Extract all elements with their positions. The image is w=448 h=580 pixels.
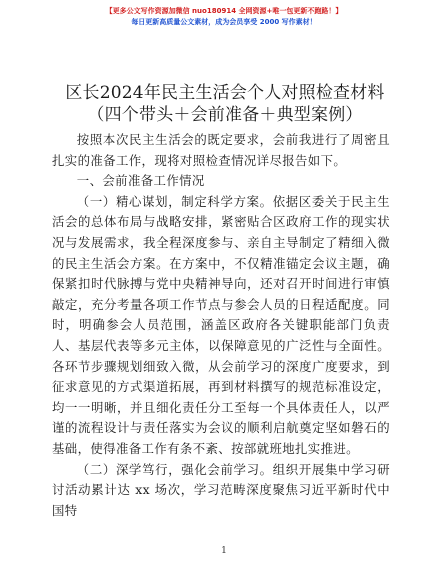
- document-title: 区长2024年民主生活会个人对照检查材料（四个带头＋会前准备＋典型案例）: [65, 83, 385, 125]
- promo-banner-line-2: 每日更新高质量公文素材，成为会员享受 2000 写作素材！: [131, 18, 317, 26]
- document-body: [52, 130, 390, 521]
- section-heading: 一、会前准备工作情况: [76, 173, 205, 189]
- intro-paragraph: 按照本次民主生活会的既定要求，会前我进行了周密且扎实的准备工作，现将对照检查情况详尽报告如下。: [52, 132, 390, 168]
- body-paragraph: （二）深学笃行，强化会前学习。组织开展集中学习研讨活动累计达 xx 场次，学习范畴深度聚焦习近平新时代中国特: [52, 461, 390, 518]
- body-paragraph: （一）精心谋划，制定科学方案。依据区委关于民主生活会的总体布局与战略安排，紧密贴合区政府工作的现实状况与发展需求，我全程深度参与、亲自主导制定了精细入微的民主生活会方案。在方案中，不仅精准锚定会议主题，确保紧扣时代脉搏与党中央精神导向，还对召开时间进行审慎敲定，充分考量各项工作节点与参会人员的日程适配度。同时，明确参会人员范围，涵盖区政府各关键职能部门负责人、基层代表等多元主体，以保障意见的广泛性与全面性。各环节步骤规划细致入微，从会前学习的深度广度要求，到征求意见的方式渠道拓展，再到材料撰写的规范标准设定，均一一明晰，并且细化责任分工至每一个具体责任人，以严谨的流程设计与责任落实为会议的顺利启航奠定坚如磐石的基础，使得准备工作有条不紊、按部就班地扎实推进。: [52, 193, 390, 456]
- page-number: 1: [221, 546, 227, 556]
- promo-banner: [0, 6, 448, 28]
- promo-banner-line-1: 【更多公文写作资源加微信 nuo180914 全网资源+唯一包更新不跑路！】: [105, 7, 343, 15]
